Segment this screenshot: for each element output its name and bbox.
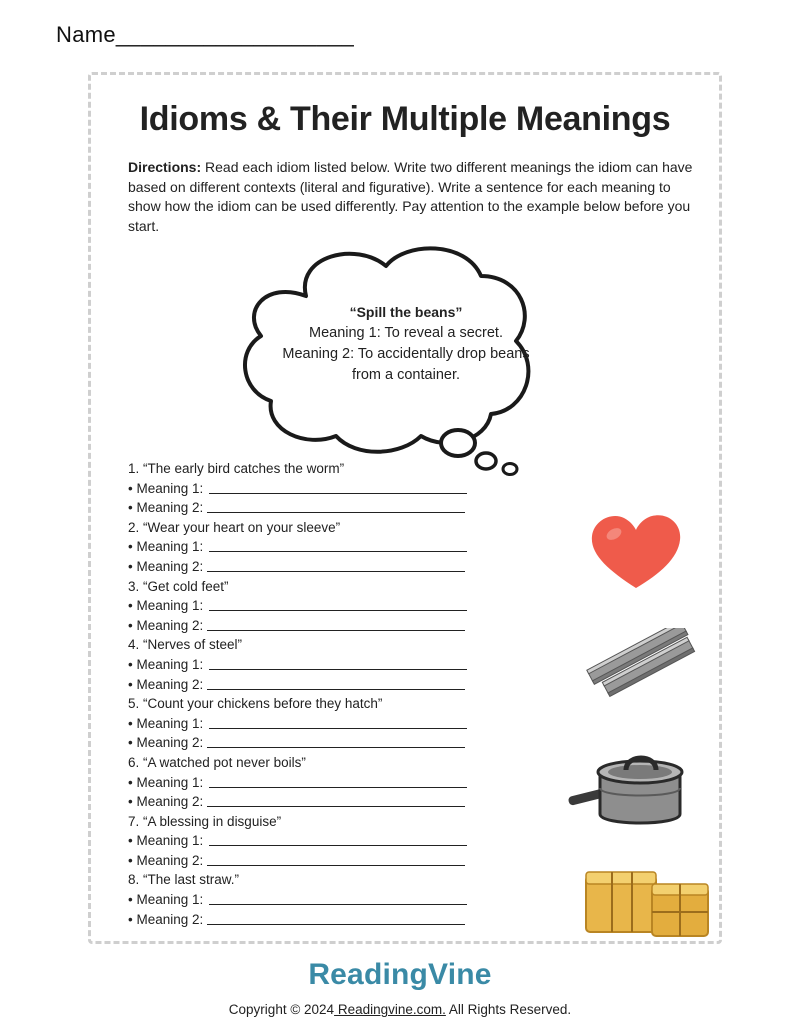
example-meaning-1: Meaning 1: To reveal a secret. xyxy=(309,325,503,341)
directions-label: Directions: xyxy=(128,159,202,175)
answer-blank[interactable] xyxy=(209,890,467,905)
answer-blank[interactable] xyxy=(209,655,467,670)
answer-blank[interactable] xyxy=(209,479,467,494)
meaning-row: • Meaning 2: xyxy=(128,616,488,636)
answer-blank[interactable] xyxy=(207,792,465,807)
answer-blank[interactable] xyxy=(209,596,467,611)
meaning-row: • Meaning 1: xyxy=(128,655,488,675)
meaning-row: • Meaning 2: xyxy=(128,675,488,695)
answer-blank[interactable] xyxy=(209,773,467,788)
directions xyxy=(128,158,698,236)
answer-blank[interactable] xyxy=(207,910,465,925)
steel-beams-icon xyxy=(584,628,702,698)
copyright-suffix: All Rights Reserved. xyxy=(445,1002,572,1017)
heart-icon xyxy=(588,512,684,592)
meaning-row: • Meaning 2: xyxy=(128,498,488,518)
example-idiom: “Spill the beans” xyxy=(349,304,463,320)
directions-text: Read each idiom listed below. Write two different meanings the idiom can have based on different contexts (literal and figurative). Write a sentence for each meaning to show how the idiom can be used differently. Pay attention to the example below before you start. xyxy=(128,159,693,234)
copyright-prefix: Copyright © 2024 xyxy=(228,1002,335,1017)
meaning-row: • Meaning 1: xyxy=(128,479,488,499)
idiom-heading: 5. “Count your chickens before they hatch” xyxy=(128,696,383,712)
meaning-row: • Meaning 2: xyxy=(128,910,488,930)
name-field-label: Name___________________ xyxy=(56,22,355,47)
answer-blank[interactable] xyxy=(207,851,465,866)
answer-blank[interactable] xyxy=(207,616,465,631)
idiom-heading: 2. “Wear your heart on your sleeve” xyxy=(128,519,341,535)
copyright xyxy=(0,1002,800,1017)
meaning-row: • Meaning 1: xyxy=(128,890,488,910)
meaning-row: • Meaning 1: xyxy=(128,714,488,734)
idiom-heading: 4. “Nerves of steel” xyxy=(128,637,243,653)
answer-blank[interactable] xyxy=(209,831,467,846)
meaning-row: • Meaning 2: xyxy=(128,792,488,812)
worksheet-title: Idioms & Their Multiple Meanings xyxy=(139,100,671,138)
meaning-row: • Meaning 2: xyxy=(128,733,488,753)
readingvine-logo: ReadingVine xyxy=(308,958,492,991)
example-meaning-2: Meaning 2: To accidentally drop beans from a container. xyxy=(282,346,530,383)
idiom-heading: 1. “The early bird catches the worm” xyxy=(128,461,345,476)
idiom-heading: 6. “A watched pot never boils” xyxy=(128,754,306,770)
answer-blank[interactable] xyxy=(207,498,465,513)
meaning-row: • Meaning 1: xyxy=(128,773,488,793)
answer-blank[interactable] xyxy=(207,675,465,690)
meaning-row: • Meaning 1: xyxy=(128,537,488,557)
idiom-list xyxy=(128,459,488,929)
hay-bales-icon xyxy=(582,866,712,940)
meaning-row: • Meaning 2: xyxy=(128,557,488,577)
cooking-pot-icon xyxy=(566,748,694,832)
idiom-heading: 8. “The last straw.” xyxy=(128,872,240,888)
answer-blank[interactable] xyxy=(207,733,465,748)
answer-blank[interactable] xyxy=(209,537,467,552)
example-box xyxy=(268,302,544,386)
idiom-heading: 7. “A blessing in disguise” xyxy=(128,813,282,829)
meaning-row: • Meaning 1: xyxy=(128,596,488,616)
meaning-row: • Meaning 2: xyxy=(128,851,488,871)
idiom-heading: 3. “Get cold feet” xyxy=(128,578,229,594)
answer-blank[interactable] xyxy=(209,714,467,729)
copyright-link[interactable]: Readingvine.com. xyxy=(334,1002,446,1017)
answer-blank[interactable] xyxy=(207,557,465,572)
meaning-row: • Meaning 1: xyxy=(128,831,488,851)
